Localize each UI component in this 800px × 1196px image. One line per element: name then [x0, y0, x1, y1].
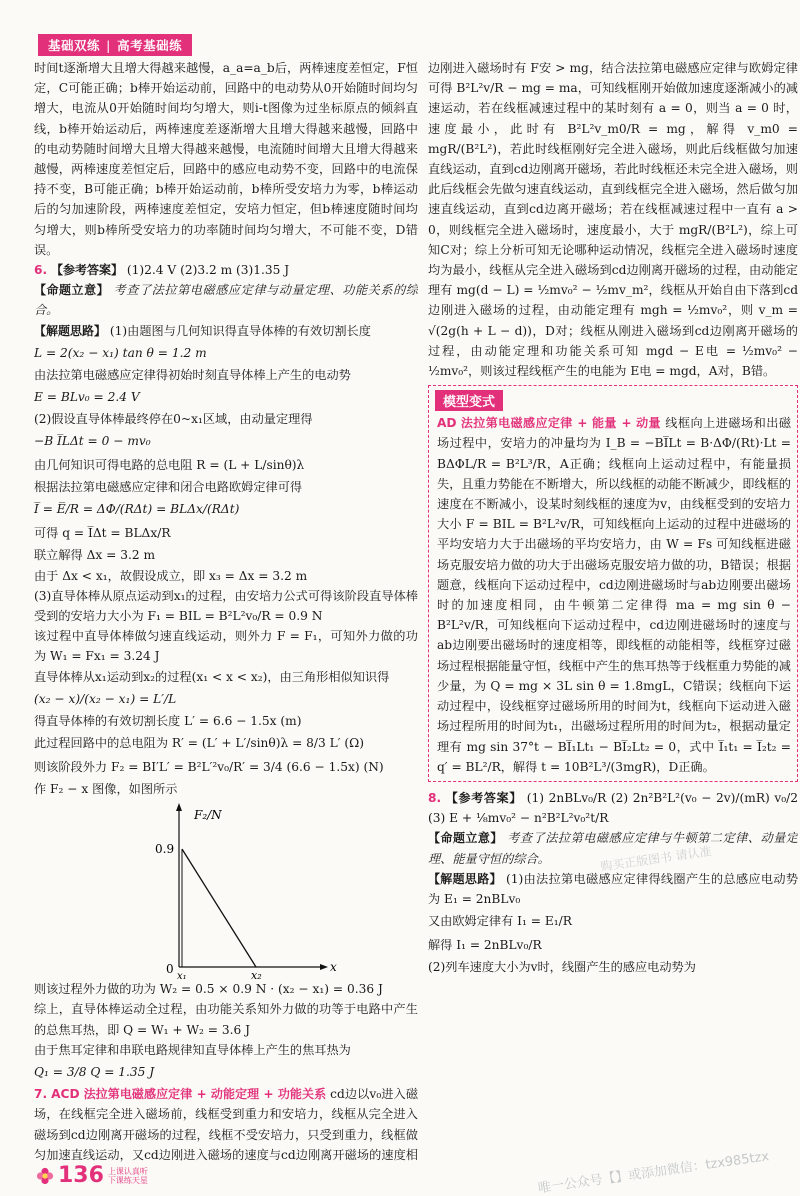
x-axis-arrow [320, 964, 328, 970]
model-answer: AD [437, 416, 457, 431]
q6-intent-text: 考查了法拉第电磁感应定律与动量定理、功能关系的综合。 [34, 283, 418, 318]
q6-intent-label: 【命题立意】 [34, 283, 110, 298]
header-separator: | [106, 37, 112, 53]
footer-slogan-line-2: 下课练天星 [107, 1175, 148, 1185]
model-topic-tag: 法拉第电磁感应定律 + 能量 + 动量 [460, 416, 661, 431]
watermark-secondary: 购买正版图书 请认准 [599, 844, 713, 874]
q6-step-4: 根据法拉第电磁感应定律和闭合电路欧姆定律可得 [34, 480, 303, 495]
q6-step-5: 联立解得 Δx = 3.2 m [34, 548, 156, 563]
graph-x2-tick: x₂ [251, 969, 262, 980]
y-axis-arrow [176, 803, 182, 811]
q6-intent [34, 280, 418, 320]
formula-momentum: −B I̅LΔt = 0 − mv₀ [34, 434, 151, 449]
q6-answer: (1)2.4 V (2)3.2 m (3)1.35 J [126, 263, 290, 278]
q7-block [34, 1084, 418, 1162]
q6-step-10: 得直导体棒的有效切割长度 L′ = 6.6 − 1.5x (m) [34, 713, 302, 728]
formula-charge: 可得 q = I̅Δt = BLΔx/R [34, 526, 171, 541]
q6-step-3: 由几何知识可得电路的总电阻 R = (L + L/sinθ)λ [34, 458, 305, 473]
q8-intent-text: 考查了法拉第电磁感应定律与牛顿第二定律、动量定理、能量守恒的综合。 [428, 831, 798, 866]
page-footer [36, 1163, 148, 1188]
graph-y-tick: 0.9 [155, 842, 175, 857]
q6-step-8: 该过程中直导体棒做匀速直线运动，则外力 F = F₁，可知外力做的功为 W₁ = Fx₁ = 3.24 J [34, 629, 418, 664]
graph-x-label: x [330, 960, 337, 975]
q6-step-7: (3)直导体棒从原点运动到x₁的过程，由安培力公式可得该阶段直导体棒受到的安培力大小为 F₁ = BIL = B²L²v₀/R = 0.9 N [34, 588, 418, 624]
graph-x1-tick: x₁ [177, 971, 187, 980]
footer-slogan [108, 1167, 148, 1185]
q6-step-2: (2)假设直导体棒最终停在0~x₁区域，由动量定理得 [34, 412, 313, 427]
q6-step-13: 作 F₂ − x 图像，如图所示 [34, 782, 178, 797]
formula-q1: Q₁ = 3/8 Q = 1.35 J [34, 1065, 155, 1080]
formula-similar-triangle: (x₂ − x)/(x₂ − x₁) = L′/L [34, 691, 177, 706]
q8-idea-text: (1)由法拉第电磁感应定律得线圈产生的总感应电动势为 E₁ = 2nBLv₀ [428, 871, 798, 906]
q8-answer-line [428, 788, 798, 828]
q8-intent-label: 【命题立意】 [428, 831, 503, 846]
model-variant-text [437, 413, 791, 777]
section-header-tab [38, 34, 192, 56]
q8-answer: (1) 2nBLv₀/R (2) 2n²B²L²(v₀ − 2v)/(mR) v₀/2 (3) E + ⅛mv₀² − n²B²L²v₀²t/R [428, 790, 798, 826]
q6-step-16: 由于焦耳定律和串联电路规律知直导体棒上产生的焦耳热为 [34, 1042, 351, 1057]
left-column [34, 58, 418, 1162]
q7-continuation-text: 边刚进入磁场时有 F安 > mg，结合法拉第电磁感应定律与欧姆定律可得 B²L²v/R − mg = ma，可知线框刚开始做加速度逐渐减小的减速运动，若在线框减速过程中的某时刻有 a = 0，则当 a = 0 时，速度最小，此时有 B²L²v_m0/R = mg，解得 v_m0 = mgR/(B²L²)，若此时线框刚好完全进入磁场，则此后线框做匀加速直线运动，直到cd边刚离开磁场，若此时线框还未完全进入磁场，则此后线框会先做匀速直线运动，直到线框完全进入磁场，然后做匀加速直线运动，直到cd边离开磁场；若在线框减速过程中一直有 a > 0，则线框完全进入磁场时，速度最小，大于 mgR/(B²L²)，综上可知C对；综上分析可知无论哪种运动情况，线框完全进入磁场时速度均为最小，线框从完全进入磁场到cd边刚离开磁场的过程，由动能定理有 mg(d − L) = ½mv₀² − ½mv_m²，线框从开始自由下落到cd边刚进入磁场的过程，由动能定理有 mgh = ½mv₀²，则 v_m = √(2g(h + L − d))，D对；线框从刚进入磁场到cd边刚离开磁场的过程，由动能定理和功能关系可知 mgd − E电 = ½mv₀² − ½mv₀²，则该过程线框产生的电能为 E电 = mgd，A对，B错。 [428, 61, 798, 379]
q6-answer-line [34, 260, 418, 280]
footer-slogan-line-1: 上课认真听 [107, 1166, 148, 1176]
watermark-primary: 唯一公众号【】或添加微信：tzx985tzx [537, 1149, 770, 1196]
q8-step-2: 解得 I₁ = 2nBLv₀/R [428, 938, 542, 953]
q6-answer-label: 【参考答案】 [51, 263, 124, 278]
model-body: 线框向上进磁场和出磁场过程中，安培力的冲量均为 I_B = −BI̅Lt = B·ΔΦ/(Rt)·Lt = BΔΦL/R = B²L³/R，A正确；线框向上运动过程中，有能量损失，且重力势能在不断增大，所以线框的动能不断减少，即线框的速度在不断减小，设某时刻线框的速度为v，由线框受到的安培力大小 F = BIL = B²L²v/R，可知线框向上运动的过程中进磁场的平均安培力大于出磁场的平均安培力，由 W = Fs 可知线框进磁场克服安培力做的功大于出磁场克服安培力做的功，B错误；根据题意，线框向下运动过程中，cd边刚进磁场时与ab边刚要出磁场时的加速度相同，由牛顿第二定律得 ma = mg sin θ − B²L²v/R，可知线框向下运动过程中，cd边刚进磁场时的速度与ab边刚要出磁场时的速度相等，即线框的动能相等，线框穿过磁场过程根据能量守恒，线框中产生的焦耳热等于线框重力势能的减少量，为 Q = mg × 3L sin θ = 1.8mgL，C错误；线框向下运动过程中，设线框穿过磁场所用的时间为t，线框向下运动进入磁场过程所用的时间为t₁，出磁场过程所用的时间为t₂，根据动量定理有 mg sin 37°t − BI̅₁Lt₁ − BI̅₂Lt₂ = 0，式中 I̅₁t₁ = I̅₂t₂ = q′ = BL²/R，解得 t = 10B²L³/(3mgR)，D正确。 [437, 416, 792, 774]
flower-icon [36, 1167, 54, 1185]
q6-step-9: 直导体棒从x₁运动到x₂的过程(x₁ < x < x₂)，由三角形相似知识得 [34, 669, 390, 684]
q7-answer: ACD [51, 1087, 80, 1102]
q8-step-1: 又由欧姆定律有 I₁ = E₁/R [428, 914, 572, 929]
f2-x-graph-svg [34, 799, 418, 979]
q7-topic-tag: 法拉第电磁感应定律 + 动能定理 + 功能关系 [83, 1087, 327, 1102]
right-column [428, 58, 798, 1162]
q8-answer-label: 【参考答案】 [445, 790, 523, 805]
q6-step-6: 由于 Δx < x₁，故假设成立，即 x₃ = Δx = 3.2 m [34, 568, 308, 583]
q6-step-15: 综上，直导体棒运动全过程，由功能关系知外力做的功等于电路中产生的总焦耳热，即 Q = W₁ + W₂ = 3.6 J [34, 1002, 418, 1037]
q8-number: 8. [428, 790, 442, 805]
header-left-label: 基础双练 [48, 38, 101, 53]
q6-number: 6. [34, 263, 48, 278]
q5-continuation-text: 时间t逐渐增大且增大得越来越慢，a_a=a_b后，两棒速度差恒定，F恒定，C可能正确；b棒开始运动前，回路中的电动势从0开始随时间均匀增大，电流从0开始随时间均匀增大，则i-t图像为过坐标原点的倾斜直线，b棒开始运动后，两棒速度差逐渐增大且增大得越来越慢，回路中的电动势随时间增大且增大得越来越慢，电流随时间增大且增大得越来越慢，两棒速度差恒定后，回路中的感应电动势不变，回路中的电流保持不变，B可能正确；b棒开始运动前，b棒所受安培力为零，b棒运动后的匀加速阶段，两棒速度差恒定，安培力恒定，但b棒速度随时间均匀增大，则b棒所受安培力的功率随时间均匀增大，不可能不变，D错误。 [34, 61, 418, 257]
q6-idea-text: (1)由题图与几何知识得直导体棒的有效切割长度 [109, 323, 371, 338]
formula-current: I̅ = E̅/R = ΔΦ/(RΔt) = BLΔx/(RΔt) [34, 502, 240, 517]
graph-origin: 0 [166, 962, 174, 977]
q6-step-1: 由法拉第电磁感应定律得初始时刻直导体棒上产生的电动势 [34, 367, 351, 382]
f2-x-graph [34, 799, 418, 979]
q6-step-14: 则该过程外力做的功为 W₂ = 0.5 × 0.9 N · (x₂ − x₁) = 0.36 J [34, 982, 383, 997]
q6-step-11: 此过程回路中的总电阻为 R′ = (L′ + L′/sinθ)λ = 8/3 L′ (Ω) [34, 736, 364, 751]
q6-idea-label: 【解题思路】 [34, 323, 107, 338]
f2-line [182, 849, 256, 967]
graph-y-label: F₂/N [194, 808, 222, 823]
model-variant-box [428, 385, 798, 782]
q8-step-3: (2)列车速度大小为v时，线圈产生的感应电动势为 [428, 960, 696, 975]
formula-emf: E = BLv₀ = 2.4 V [34, 390, 140, 405]
q7-text: cd边以v₀进入磁场，在线框完全进入磁场前，线框受到重力和安培力，线框从完全进入磁场到cd边刚离开磁场的过程，线框不受安培力，只受到重力，线框做匀加速直线运动，又cd边刚进入磁场的速度与cd边刚离开磁场的速度相 [34, 1087, 418, 1162]
formula-length: L = 2(x₂ − x₁) tan θ = 1.2 m [34, 345, 207, 360]
model-variant-title: 模型变式 [435, 390, 503, 411]
q8-idea [428, 869, 798, 909]
q6-step-12: 则该阶段外力 F₂ = BI′L′ = B²L′²v₀/R′ = 3/4 (6.6 − 1.5x) (N) [34, 760, 384, 775]
q8-idea-label: 【解题思路】 [428, 871, 502, 886]
header-right-label: 高考基础练 [117, 38, 183, 53]
q6-idea [34, 321, 418, 341]
q7-number: 7. [34, 1087, 48, 1102]
page-number: 136 [58, 1163, 104, 1188]
